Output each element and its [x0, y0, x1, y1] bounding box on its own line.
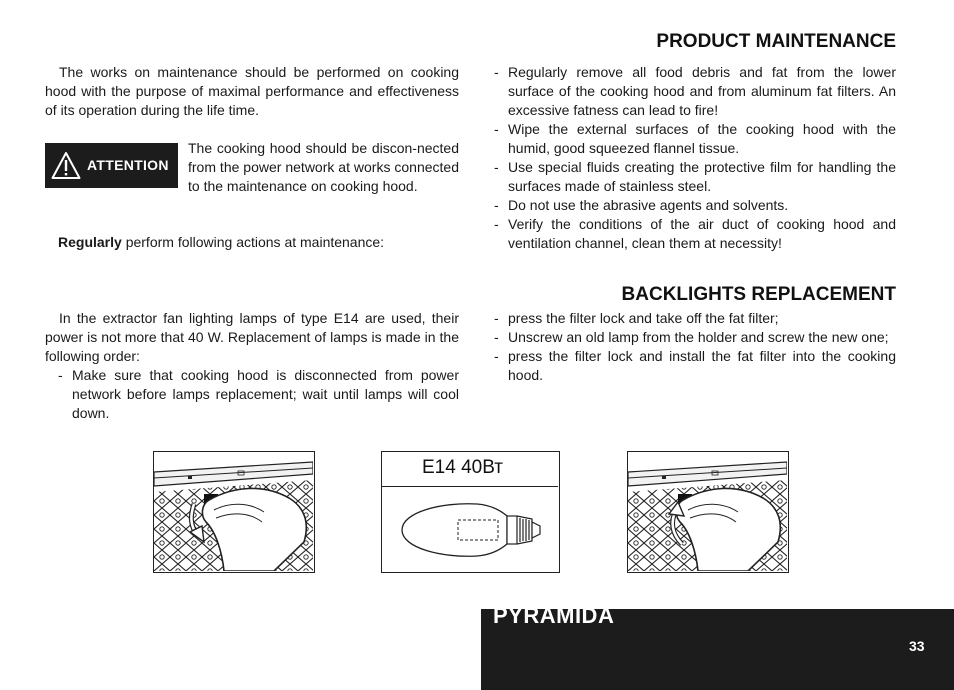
list-item: - Unscrew an old lamp from the holder and screw the new one;: [494, 329, 889, 345]
maintenance-intro: The works on maintenance should be performed on cooking hood with the purpose of maximal performance and effectiveness of its operation during the life time.: [45, 64, 459, 118]
list-item: - Verify the conditions of the air duct of cooking hood and ventilation channel, clean them at necessity!: [494, 216, 896, 251]
figure-install-filter: [627, 451, 789, 573]
list-item: - press the filter lock and install the fat filter into the cooking hood.: [494, 348, 896, 383]
footer-bar: [481, 603, 954, 690]
regularly-bold: Regularly: [58, 234, 122, 250]
list-item: - Do not use the abrasive agents and solvents.: [494, 197, 789, 213]
figure-lamp: [381, 451, 560, 573]
lamp-label-box: [382, 452, 558, 487]
list-item: - Use special fluids creating the protective film for handling the surfaces made of stainless steel.: [494, 159, 896, 194]
hood-filter-illustration: [154, 452, 313, 571]
warning-triangle-icon: [51, 151, 81, 181]
maintenance-heading: PRODUCT MAINTENANCE: [656, 31, 896, 52]
attention-box: [45, 143, 178, 188]
list-item: - Wipe the external surfaces of the cooking hood with the humid, good squeezed flannel tissue.: [494, 121, 896, 156]
brand-logo: PYRAMIDA: [493, 603, 615, 628]
backlights-heading: BACKLIGHTS REPLACEMENT: [621, 284, 896, 305]
regularly-rest: perform following actions at maintenance:: [121, 234, 385, 250]
backlights-left-list: [58, 366, 459, 423]
backlights-intro: In the extractor fan lighting lamps of type E14 are used, their power is not more that 40 W. Replacement of lamps is made in the following order:: [45, 310, 459, 364]
list-item: - press the filter lock and take off the fat filter;: [494, 310, 779, 326]
regularly-line: [58, 233, 459, 252]
e14-lamp-icon: [382, 486, 558, 571]
backlights-right-list: [494, 309, 896, 385]
attention-label: ATTENTION: [87, 157, 169, 173]
hood-filter-illustration: [628, 452, 787, 571]
maintenance-list: [494, 63, 896, 253]
attention-text: The cooking hood should be discon-nected from the power network at works connected to the maintenance on cooking hood.: [188, 140, 459, 194]
figure-remove-filter: [153, 451, 315, 573]
list-item: - Regularly remove all food debris and fat from the lower surface of the cooking hood and from aluminum fat filters. An excessive fatness can lead to fire!: [494, 64, 896, 118]
lamp-label: E14 40Вт: [422, 457, 503, 478]
list-item: - Make sure that cooking hood is disconnected from power network before lamps replacement; wait until lamps will cool down.: [58, 367, 459, 421]
page-number: 33: [909, 638, 925, 654]
